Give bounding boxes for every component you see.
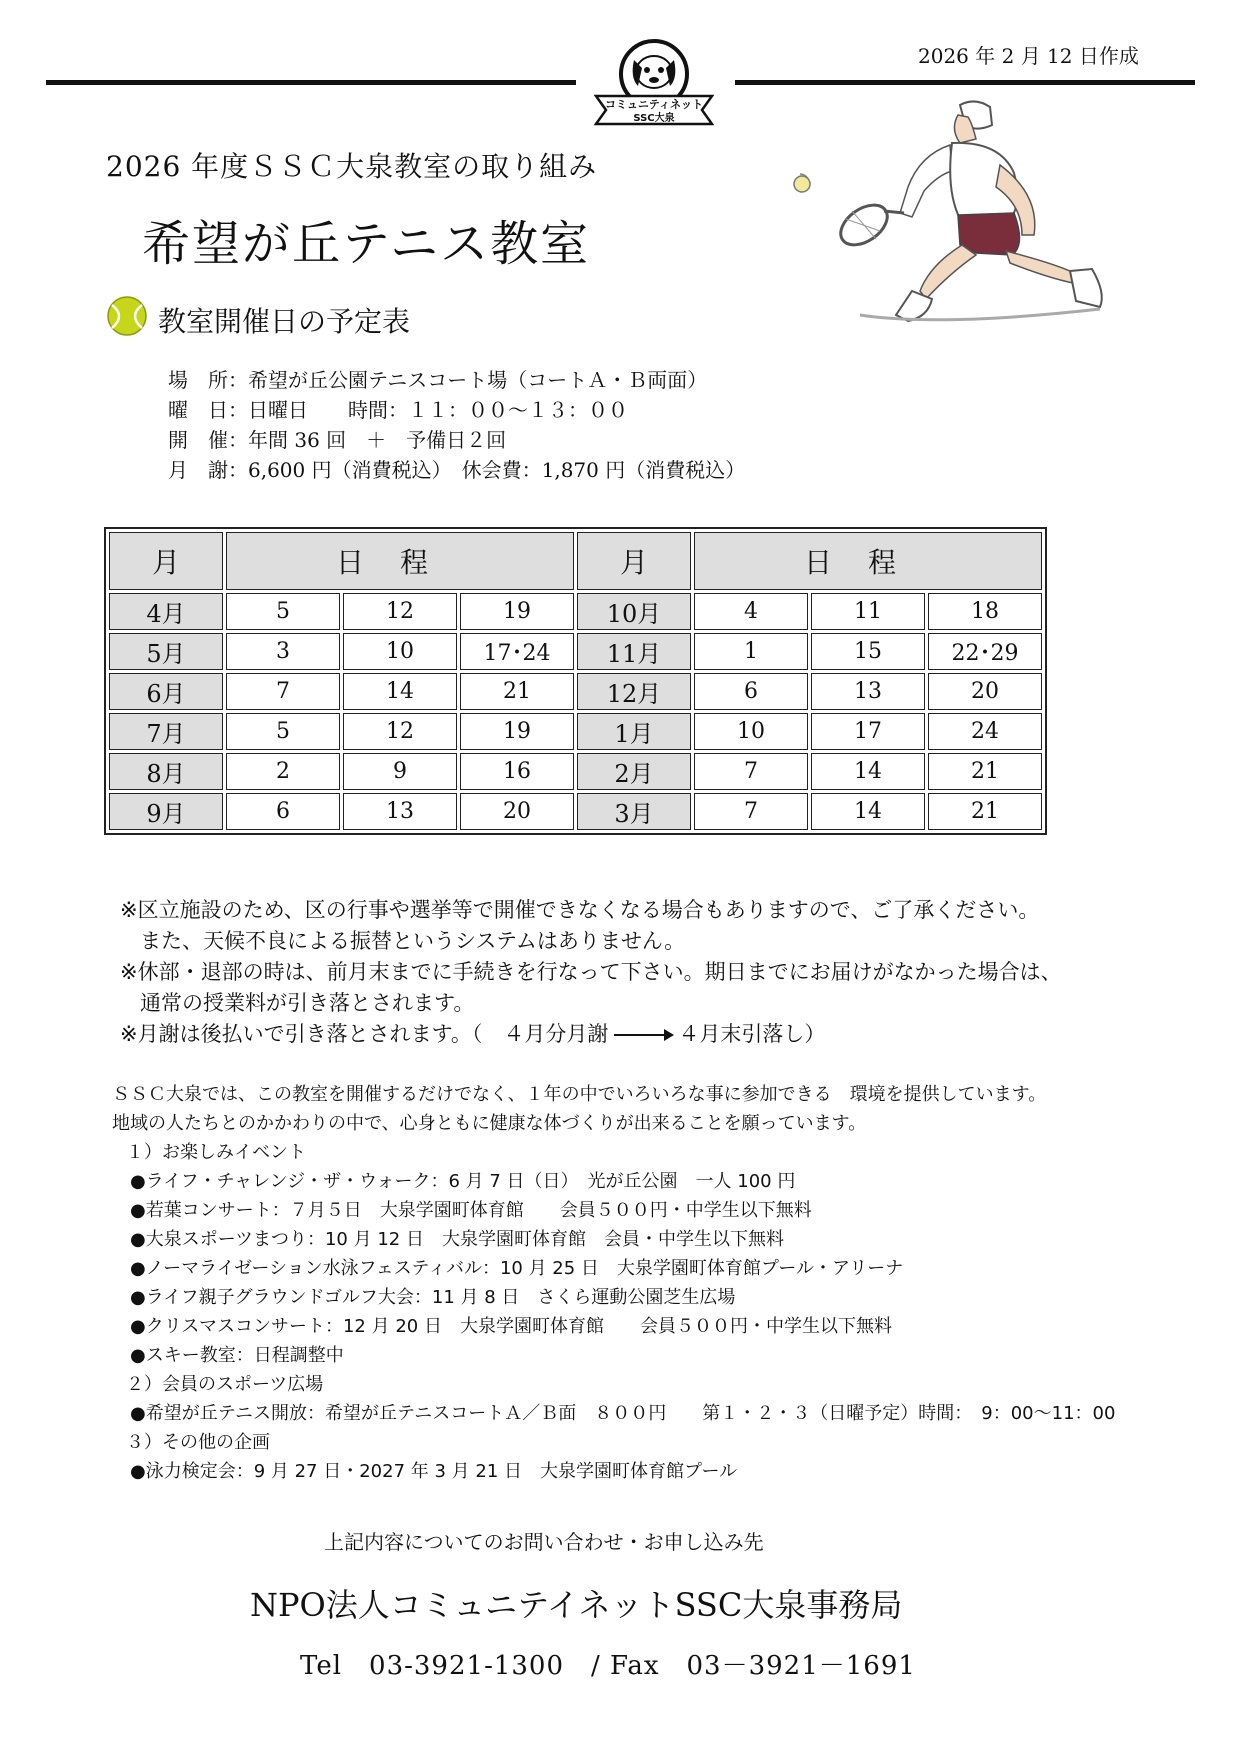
- list-item: ●大泉スポーツまつり：10 月 12 日 大泉学園町体育館 会員・中学生以下無料: [130, 1229, 784, 1250]
- note-withdrawal: ※休部・退部の時は、前月末までに手続きを行なって下さい。期日までにお届けがなかった場合は、: [120, 960, 1062, 984]
- month-cell: 12月: [577, 673, 691, 710]
- created-date: 2026 年 2 月 12 日作成: [918, 44, 1139, 68]
- date-cell: 11: [811, 593, 925, 630]
- date-cell: 13: [811, 673, 925, 710]
- table-row: [109, 793, 1042, 830]
- notes-section: [120, 895, 1062, 1050]
- date-cell: 17: [811, 713, 925, 750]
- info-place: 場 所：希望が丘公園テニスコート場（コートＡ・Ｂ両面）: [168, 368, 708, 392]
- month-cell: 9月: [109, 793, 223, 830]
- info-sessions: 開 催：年間 36 回 ＋ 予備日２回: [168, 428, 507, 452]
- tennis-ball-icon: [106, 295, 148, 344]
- contact-phone-fax: Tel 03-3921-1300 / Fax 03－3921－1691: [300, 1651, 916, 1681]
- schedule-table: [104, 527, 1047, 835]
- date-cell: 6: [226, 793, 340, 830]
- program-subtitle: 2026 年度ＳＳＣ大泉教室の取り組み: [106, 150, 598, 183]
- class-info: [168, 365, 745, 485]
- date-cell: 16: [460, 753, 574, 790]
- table-header-row: [109, 532, 1042, 590]
- month-cell: 3月: [577, 793, 691, 830]
- dates-header-left: 日程: [226, 532, 574, 590]
- date-cell: 3: [226, 633, 340, 670]
- table-row: [109, 633, 1042, 670]
- note-payment: [120, 1019, 1062, 1050]
- month-cell: 1月: [577, 713, 691, 750]
- info-fee: 月 謝：6,600 円（消費税込） 休会費：1,870 円（消費税込）: [168, 458, 746, 482]
- table-row: [109, 673, 1042, 710]
- date-cell: 6: [694, 673, 808, 710]
- section-heading: １）お楽しみイベント: [126, 1142, 306, 1163]
- date-cell: 13: [343, 793, 457, 830]
- date-cell: 14: [343, 673, 457, 710]
- date-cell: 7: [694, 753, 808, 790]
- date-cell: 10: [343, 633, 457, 670]
- date-cell: 1: [694, 633, 808, 670]
- tennis-player-illustration: [800, 95, 1140, 355]
- note-withdrawal-cont: 通常の授業料が引き落とされます。: [140, 991, 475, 1015]
- month-cell: 11月: [577, 633, 691, 670]
- organization-logo: [590, 38, 718, 128]
- date-cell: 17･24: [460, 633, 574, 670]
- table-row: [109, 593, 1042, 630]
- date-cell: 5: [226, 713, 340, 750]
- list-item: ●泳力検定会：9 月 27 日・2027 年 3 月 21 日 大泉学園町体育館プール: [130, 1461, 738, 1482]
- date-cell: 12: [343, 593, 457, 630]
- table-row: [109, 713, 1042, 750]
- right-arrow-icon: [614, 1034, 672, 1036]
- logo-text-line2: SSC大泉: [633, 113, 675, 124]
- date-cell: 21: [460, 673, 574, 710]
- note-weather: また、天候不良による振替というシステムはありません。: [140, 929, 686, 953]
- header-rule-left: [46, 80, 576, 85]
- header-rule-right: [735, 80, 1195, 85]
- note-facility: ※区立施設のため、区の行事や選挙等で開催できなくなる場合もありますので、ご了承ください。: [120, 898, 1040, 922]
- tennis-ball-small-icon: [792, 174, 812, 194]
- date-cell: 14: [811, 753, 925, 790]
- date-cell: 20: [928, 673, 1042, 710]
- month-cell: 5月: [109, 633, 223, 670]
- events-section: [112, 1080, 1115, 1486]
- date-cell: 20: [460, 793, 574, 830]
- date-cell: 9: [343, 753, 457, 790]
- date-cell: 24: [928, 713, 1042, 750]
- info-day-time: 曜 日：日曜日 時間：１１：００～１３：００: [168, 398, 628, 422]
- schedule-heading-text: 教室開催日の予定表: [158, 304, 411, 338]
- date-cell: 19: [460, 713, 574, 750]
- date-cell: 19: [460, 593, 574, 630]
- list-item: ●クリスマスコンサート：12 月 20 日 大泉学園町体育館 会員５００円・中学生以下無料: [130, 1316, 892, 1337]
- month-cell: 6月: [109, 673, 223, 710]
- note-payment-text: ※月謝は後払いで引き落とされます。（ ４月分月謝: [120, 1022, 609, 1046]
- list-item: ●スキー教室：日程調整中: [130, 1345, 344, 1366]
- intro-paragraph-2: 地域の人たちとのかかわりの中で、心身ともに健康な体づくりが出来ることを願っています。: [112, 1113, 867, 1134]
- month-cell: 10月: [577, 593, 691, 630]
- month-header-left: 月: [109, 532, 223, 590]
- month-cell: 7月: [109, 713, 223, 750]
- intro-paragraph-1: ＳＳＣ大泉では、この教室を開催するだけでなく、１年の中でいろいろな事に参加できる 環境を提供しています。: [112, 1084, 1047, 1105]
- date-cell: 22･29: [928, 633, 1042, 670]
- list-item: ●ライフ・チャレンジ・ザ・ウォーク：6 月 7 日（日） 光が丘公園 一人 100 円: [130, 1171, 796, 1192]
- date-cell: 7: [226, 673, 340, 710]
- date-cell: 15: [811, 633, 925, 670]
- list-item: ●ノーマライゼーション水泳フェスティバル：10 月 25 日 大泉学園町体育館プール・アリーナ: [130, 1258, 904, 1279]
- contact-intro: 上記内容についてのお問い合わせ・お申し込み先: [324, 1530, 764, 1554]
- date-cell: 12: [343, 713, 457, 750]
- date-cell: 5: [226, 593, 340, 630]
- date-cell: 18: [928, 593, 1042, 630]
- date-cell: 21: [928, 753, 1042, 790]
- contact-organization: NPO法人コミュニテイネットSSC大泉事務局: [250, 1586, 903, 1624]
- month-cell: 2月: [577, 753, 691, 790]
- date-cell: 10: [694, 713, 808, 750]
- date-cell: 7: [694, 793, 808, 830]
- date-cell: 2: [226, 753, 340, 790]
- dates-header-right: 日程: [694, 532, 1042, 590]
- list-item: ●若葉コンサート：７月５日 大泉学園町体育館 会員５００円・中学生以下無料: [130, 1200, 812, 1221]
- date-cell: 4: [694, 593, 808, 630]
- date-cell: 21: [928, 793, 1042, 830]
- page-title: 希望が丘テニス教室: [142, 216, 591, 272]
- note-payment-debit: ４月末引落し）: [678, 1022, 826, 1046]
- list-item: ●ライフ親子グラウンドゴルフ大会：11 月 8 日 さくら運動公園芝生広場: [130, 1287, 736, 1308]
- list-item: ●希望が丘テニス開放：希望が丘テニスコートＡ／Ｂ面 ８００円 第１・２・３（日曜予定）時間： 9：00～11：00: [130, 1403, 1116, 1424]
- month-cell: 8月: [109, 753, 223, 790]
- section-heading: ３）その他の企画: [126, 1432, 270, 1453]
- date-cell: 14: [811, 793, 925, 830]
- month-header-right: 月: [577, 532, 691, 590]
- table-row: [109, 753, 1042, 790]
- month-cell: 4月: [109, 593, 223, 630]
- schedule-heading: [106, 295, 410, 344]
- section-heading: ２）会員のスポーツ広場: [126, 1374, 324, 1395]
- logo-text-line1: コミュニティネット: [605, 98, 703, 111]
